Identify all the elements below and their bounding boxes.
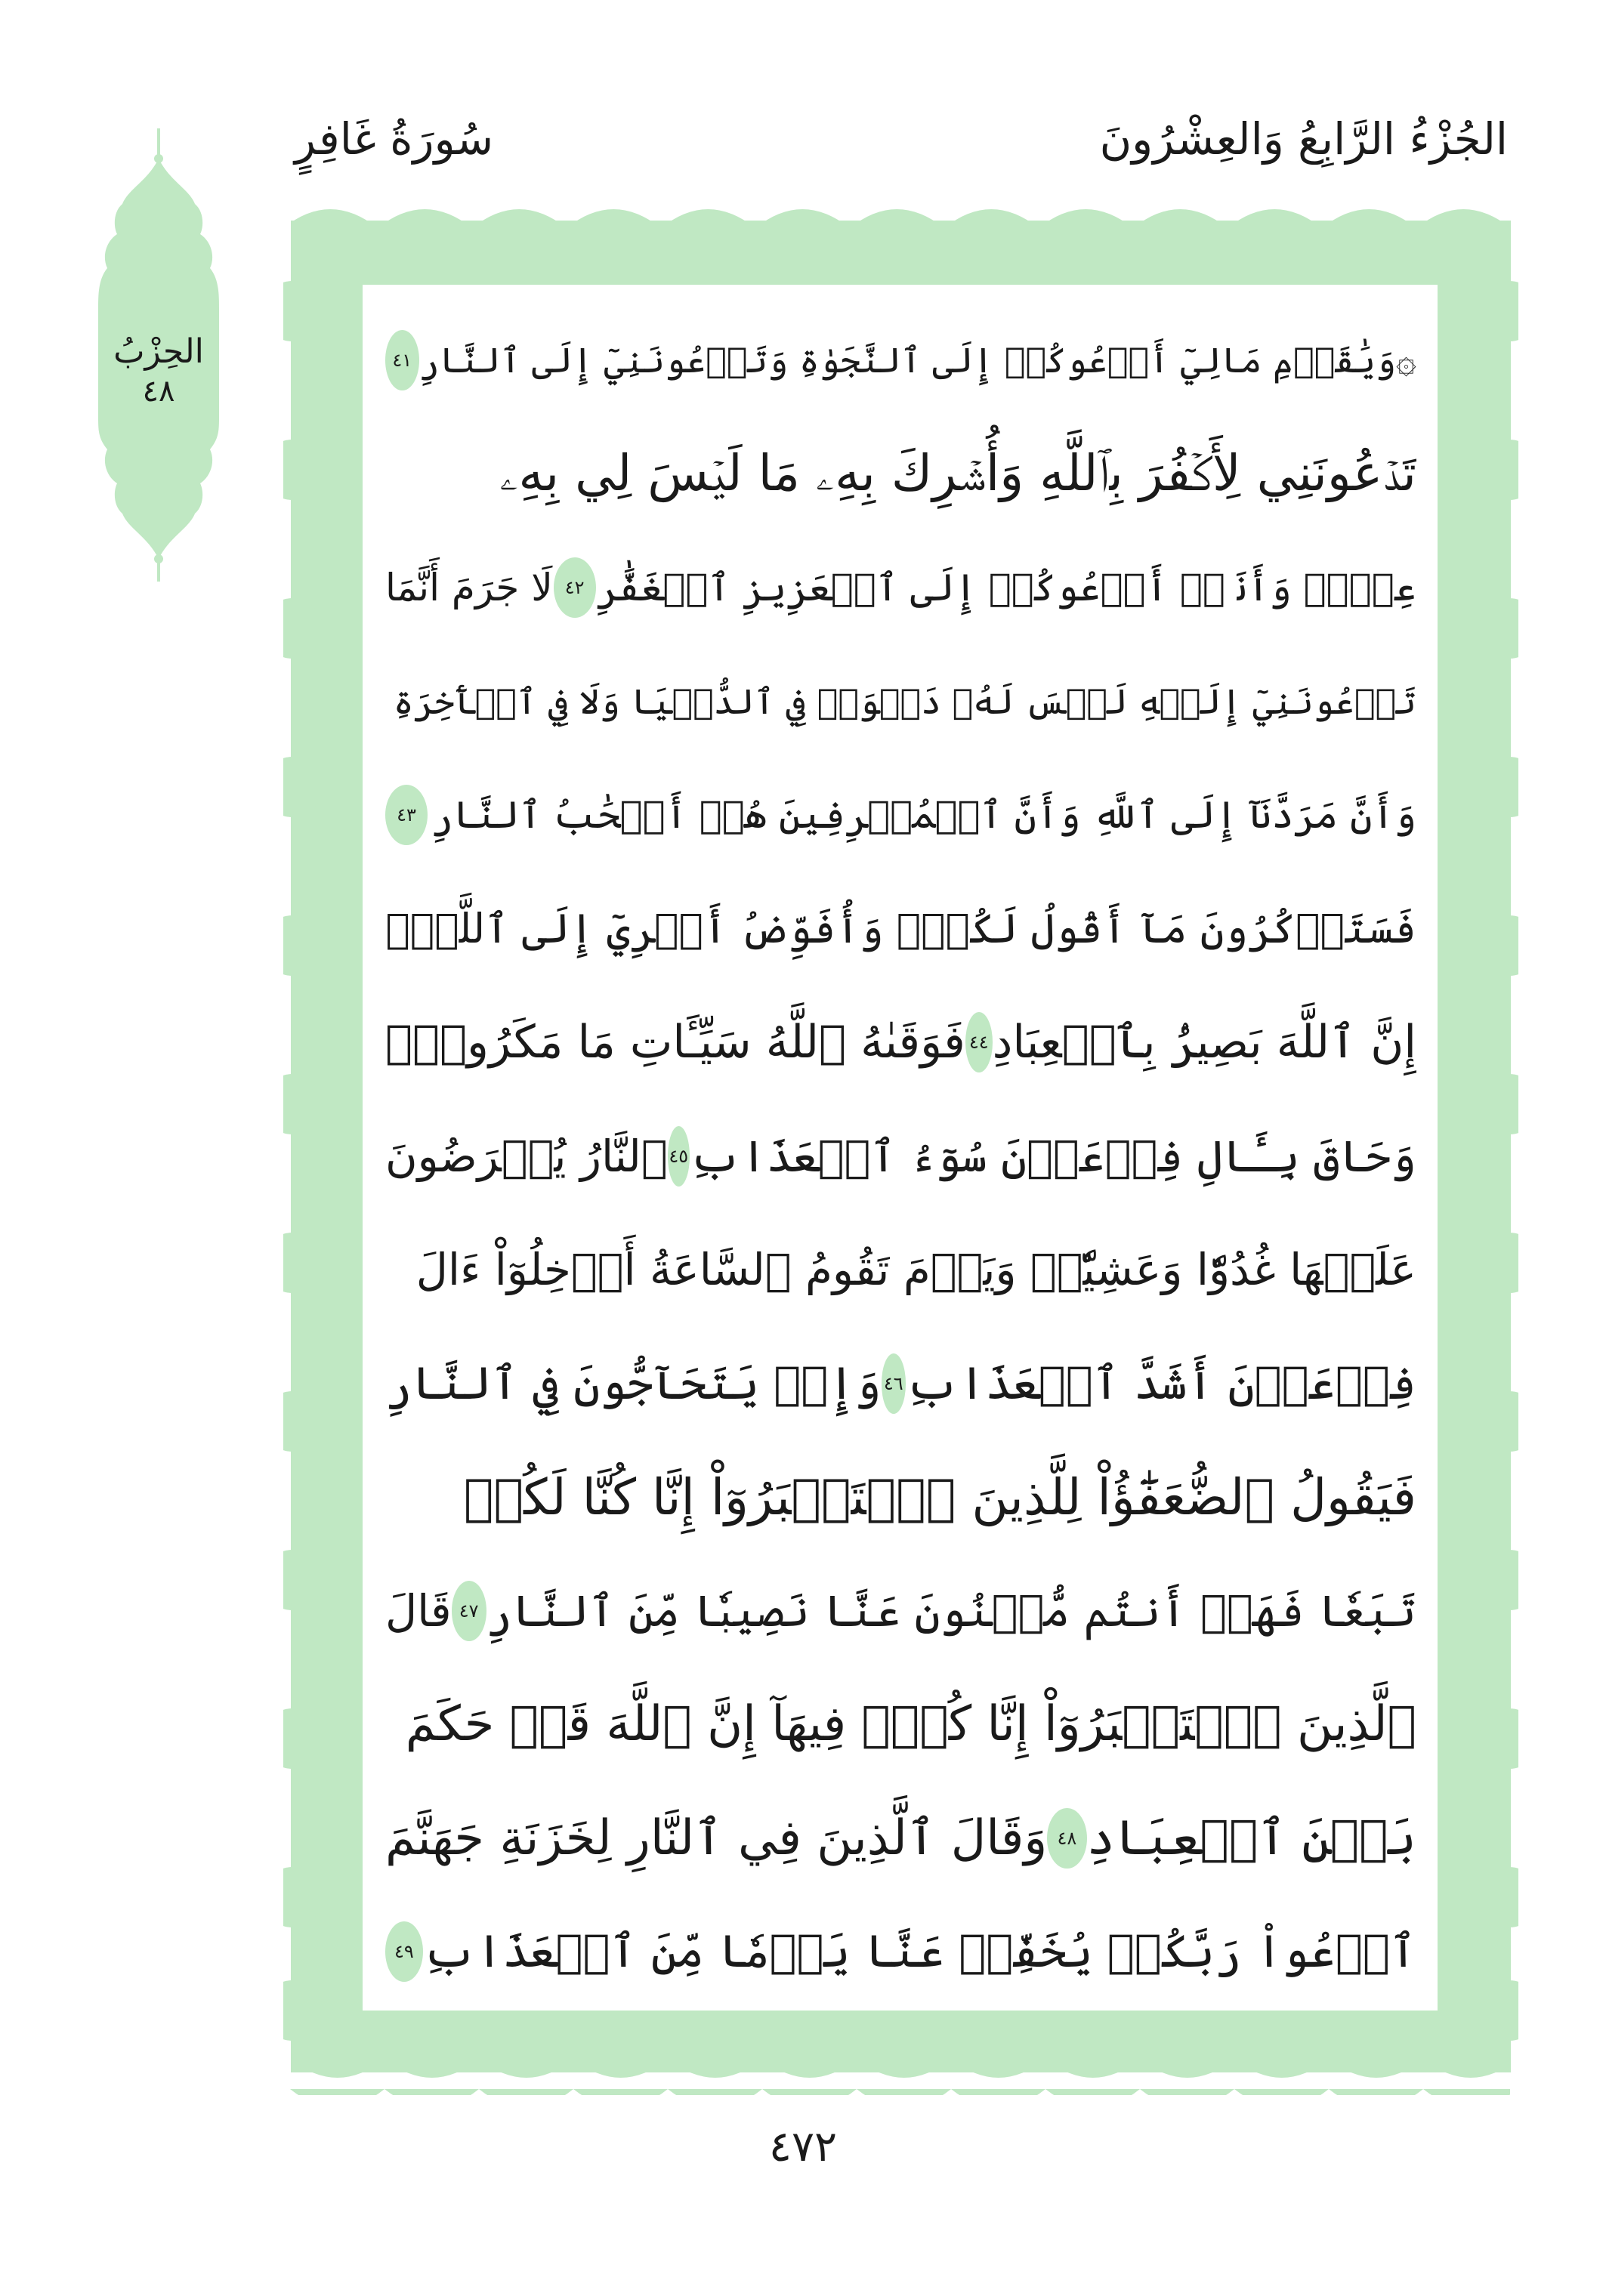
hizb-number: ٤٨ — [142, 374, 175, 409]
verse-text: تَبَعٗا فَهَلۡ أَنتُم مُّغۡنُونَ عَنَّا نَصِيبٗا مِّنَ ٱلنَّارِ — [486, 1585, 1416, 1637]
text-line — [385, 531, 1416, 645]
text-line — [385, 304, 1416, 418]
text-line — [385, 1213, 1416, 1327]
surah-title: سُورَةُ غَافِرٍ — [295, 113, 494, 165]
verse-text: إِنَّ ٱللَّهَ بَصِيرُۢ بِٱلۡعِبَادِ — [992, 1016, 1416, 1069]
juz-title: الجُزْءُ الرَّابِعُ وَالعِشْرُونَ — [1099, 113, 1508, 165]
quran-text — [385, 304, 1416, 2009]
text-line — [385, 1554, 1416, 1668]
hizb-ornament — [98, 128, 219, 582]
verse-text: تَدۡعُونَنِيٓ إِلَيۡهِ لَيۡسَ لَهُۥ دَعۡوَةٞ فِي ٱلدُّنۡيَا وَلَا فِي ٱلۡأٓخِرَةِ — [393, 680, 1416, 722]
verse-text: وَأَنَّ مَرَدَّنَآ إِلَى ٱللَّهِ وَأَنَّ ٱلۡمُسۡرِفِينَ هُمۡ أَصۡحَٰبُ ٱلنَّارِ — [431, 793, 1416, 838]
text-line — [385, 1782, 1416, 1896]
verse-number-marker: ٤٨ — [1047, 1808, 1086, 1869]
verse-text: فَيَقُولُ ٱلضُّعَفَٰٓؤُاْ لِلَّذِينَ ٱسۡتَكۡبَرُوٓاْ إِنَّا كُنَّا لَكُمۡ — [463, 1467, 1416, 1526]
verse-text: وَحَاقَ بِـَٔالِ فِرۡعَوۡنَ سُوٓءُ ٱلۡعَذَابِ — [689, 1130, 1416, 1182]
page-number: ٤٧٢ — [768, 2122, 838, 2171]
verse-text-continued: ٱلنَّارُ يُعۡرَضُونَ — [385, 1130, 668, 1182]
verse-text: ٱلَّذِينَ ٱسۡتَكۡبَرُوٓاْ إِنَّا كُلّٞ فِيهَآ إِنَّ ٱللَّهَ قَدۡ حَكَمَ — [405, 1696, 1416, 1753]
text-line — [385, 758, 1416, 872]
text-line — [385, 1895, 1416, 2009]
text-line — [385, 1440, 1416, 1554]
verse-number-marker: ٤١ — [385, 330, 419, 390]
verse-text-continued: لَا جَرَمَ أَنَّمَا — [385, 566, 553, 610]
verse-text: ۞وَيَٰقَوۡمِ مَالِيٓ أَدۡعُوكُمۡ إِلَى ٱلنَّجَوٰةِ وَتَدۡعُونَنِيٓ إِلَى ٱلنَّارِ — [418, 340, 1416, 381]
text-line — [385, 872, 1416, 986]
verse-number-marker: ٤٢ — [554, 557, 596, 618]
verse-text: عِلۡمٞ وَأَنَا۠ أَدۡعُوكُمۡ إِلَى ٱلۡعَزِيزِ ٱلۡغَفَّٰرِ — [596, 566, 1416, 610]
verse-text: بَيۡنَ ٱلۡعِبَادِ — [1086, 1810, 1416, 1867]
text-line — [385, 1100, 1416, 1214]
text-line — [385, 418, 1416, 532]
text-line — [385, 986, 1416, 1100]
verse-number-marker: ٤٦ — [882, 1353, 906, 1414]
verse-text-continued: وَقَالَ ٱلَّذِينَ فِي ٱلنَّارِ لِخَزَنَةِ جَهَنَّمَ — [385, 1810, 1048, 1867]
text-line — [385, 1327, 1416, 1441]
verse-text: عَلَيۡهَا غُدُوّٗا وَعَشِيّٗاۚ وَيَوۡمَ تَقُومُ ٱلسَّاعَةُ أَدۡخِلُوٓاْ ءَالَ — [415, 1244, 1416, 1296]
verse-number-marker: ٤٥ — [668, 1126, 690, 1187]
verse-number-marker: ٤٤ — [965, 1012, 993, 1072]
verse-text: فِرۡعَوۡنَ أَشَدَّ ٱلۡعَذَابِ — [905, 1356, 1416, 1410]
verse-text-continued: وَإِذۡ يَتَحَآجُّونَ فِي ٱلنَّارِ — [385, 1356, 882, 1410]
verse-number-marker: ٤٩ — [385, 1921, 423, 1982]
verse-number-marker: ٤٣ — [385, 785, 428, 845]
hizb-label: الحِزْبُ — [113, 332, 204, 371]
verse-number-marker: ٤٧ — [452, 1581, 486, 1641]
verse-text: ٱدۡعُواْ رَبَّكُمۡ يُخَفِّفۡ عَنَّا يَوۡمٗا مِّنَ ٱلۡعَذَابِ — [422, 1925, 1416, 1979]
verse-text-continued: فَوَقَىٰهُ ٱللَّهُ سَيِّـَٔاتِ مَا مَكَرُواْۖ — [385, 1016, 965, 1069]
verse-text: تَدۡعُونَنِي لِأَكۡفُرَ بِٱللَّهِ وَأُشۡرِكَ بِهِۦ مَا لَيۡسَ لِي بِهِۦ — [499, 444, 1416, 503]
verse-text: فَسَتَذۡكُرُونَ مَآ أَقُولُ لَكُمۡۚ وَأُفَوِّضُ أَمۡرِيٓ إِلَى ٱللَّهِۚ — [385, 905, 1416, 953]
verse-text-continued: قَالَ — [385, 1585, 452, 1637]
text-line — [385, 645, 1416, 759]
text-line — [385, 1668, 1416, 1782]
